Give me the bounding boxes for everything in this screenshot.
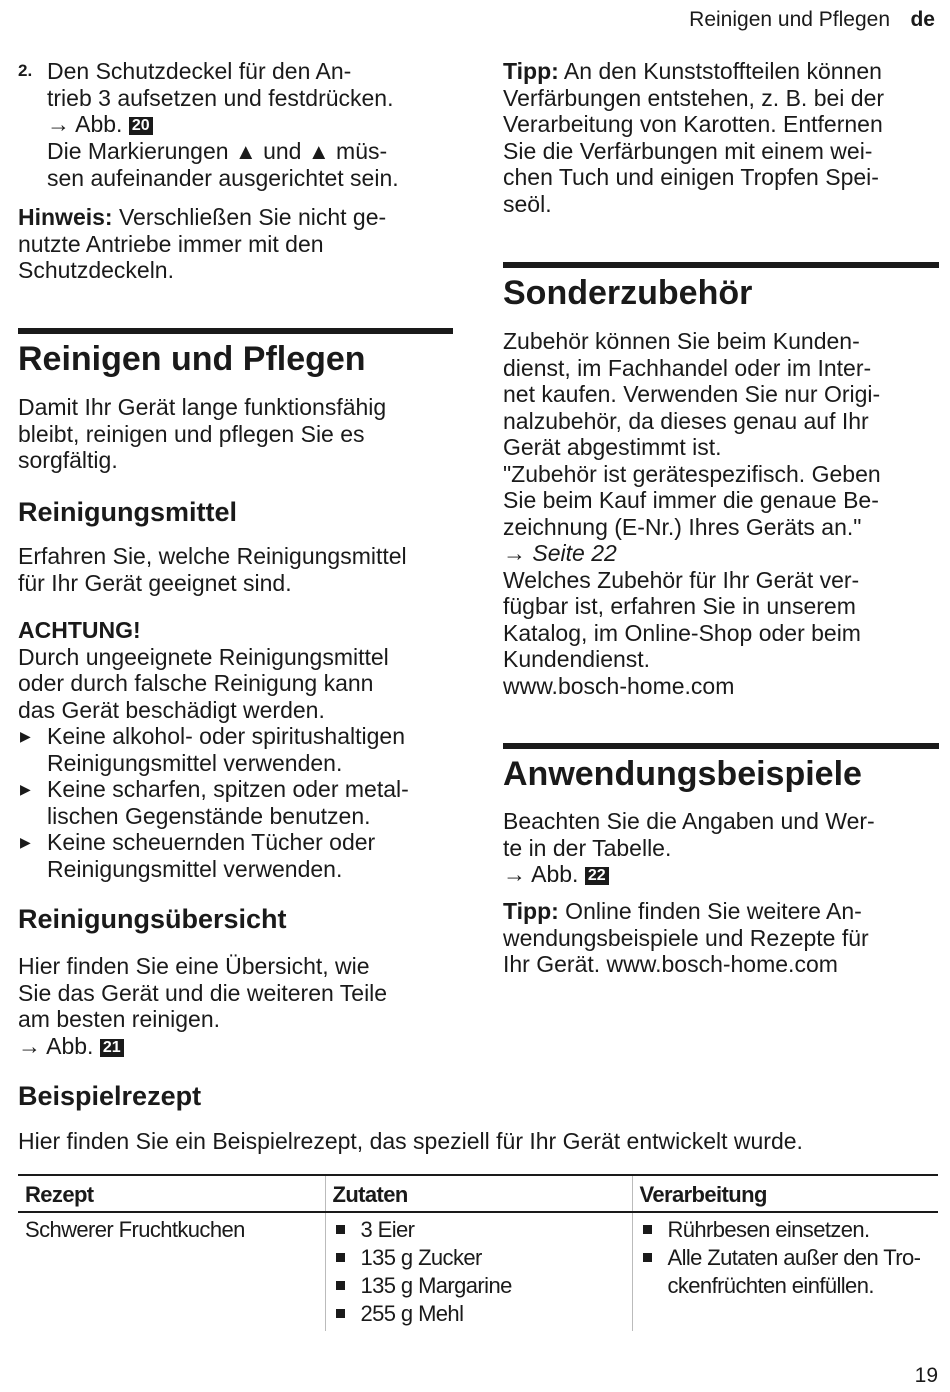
- recipe-name: Schwerer Fruchtkuchen: [25, 1217, 245, 1242]
- table-row: [18, 1212, 938, 1331]
- figure-reference: → Abb. 22: [503, 861, 943, 888]
- tipp-note: Tipp: An den Kunststoffteilen können Verfärbungen entstehen, z. B. bei der Verarbeitung von Karotten. Entfernen Sie die Verfärbungen mit einem wei- chen Tuch und einigen Tropfen Spei- seöl.: [503, 58, 885, 217]
- bullet-arrow-icon: ▶: [20, 781, 31, 797]
- section-rule: [503, 262, 939, 268]
- list-item: 3 Eier: [333, 1216, 625, 1244]
- step-line: Die Markierungen ▲ und ▲ müs-: [47, 137, 388, 164]
- mittel-paragraph: Erfahren Sie, welche Reinigungsmittel für Ihr Gerät geeignet sind.: [18, 543, 407, 596]
- figure-badge: 21: [100, 1039, 124, 1057]
- section-title-reinigen: Reinigen und Pflegen: [18, 340, 366, 378]
- running-header-title: Reinigen und Pflegen: [689, 8, 890, 31]
- figure-badge: 22: [585, 867, 609, 885]
- list-item: 255 g Mehl: [333, 1300, 625, 1328]
- figure-badge: 20: [129, 117, 153, 135]
- table-header-rezept: Rezept: [18, 1175, 325, 1212]
- triangle-marker-icon: ▲: [234, 138, 257, 164]
- table-header-verarbeitung: Verarbeitung: [632, 1175, 938, 1212]
- recipe-intro: Hier finden Sie ein Beispielrezept, das speziell für Ihr Gerät entwickelt wurde.: [18, 1128, 803, 1154]
- intro-paragraph: Damit Ihr Gerät lange funktionsfähig bleibt, reinigen und pflegen Sie es sorgfältig.: [18, 394, 387, 473]
- list-item: ▶ Keine scharfen, spitzen oder metal- lischen Gegenstände benutzen.: [20, 776, 409, 829]
- figure-reference: → Abb. 21: [18, 1033, 458, 1060]
- step-number: 2.: [18, 61, 33, 80]
- section-rule: [18, 328, 453, 334]
- page-link[interactable]: → Seite 22: [503, 540, 617, 566]
- hinweis-label: Hinweis:: [18, 204, 113, 230]
- tipp-label: Tipp:: [503, 898, 559, 924]
- page-number: 19: [914, 1364, 938, 1387]
- anwendung-paragraph: Beachten Sie die Angaben und Wer- te in der Tabelle. → Abb. 22: [503, 808, 943, 888]
- list-item: 135 g Margarine: [333, 1272, 625, 1300]
- achtung-label: ACHTUNG!: [18, 617, 141, 643]
- uebersicht-paragraph: Hier finden Sie eine Übersicht, wie Sie das Gerät und die weiteren Teile am besten reinigen. → Abb. 21: [18, 953, 458, 1059]
- list-item: 135 g Zucker: [333, 1244, 625, 1272]
- triangle-marker-icon: ▲: [307, 138, 330, 164]
- website-link[interactable]: www.bosch-home.com: [503, 672, 735, 699]
- step-line: trieb 3 aufsetzen und festdrücken.: [47, 84, 394, 111]
- section-title-sonderzubehoer: Sonderzubehör: [503, 274, 753, 312]
- table-header-zutaten: Zutaten: [325, 1175, 632, 1212]
- warning-list: [18, 723, 458, 882]
- list-item: ▶ Keine scheuernden Tücher oder Reinigungsmittel verwenden.: [20, 829, 376, 882]
- sonderzubehoer-paragraph: Zubehör können Sie beim Kunden- dienst, im Fachhandel oder im Inter- net kaufen. Verwenden Sie nur Origi- nalzubehör, da dieses genau auf Ihr Gerät abgestimmt ist. "Zubehör ist gerätespezifisch. Geben Sie beim Kauf immer die genaue Be- zeichnung (E-Nr.) Ihres Geräts an." → Seite 22 Welches Zubehör für Ihr Gerät ver- fügbar ist, erfahren Sie in unserem Katalog, im Online-Shop oder beim Kundendienst. www.bosch-home.com: [503, 328, 943, 699]
- figure-reference: → Abb. 20: [47, 111, 458, 138]
- achtung-warning: ACHTUNG! Durch ungeeignete Reinigungsmittel oder durch falsche Reinigung kann das Gerät beschädigt werden. ▶ Keine alkohol- oder spiritushaltigen Reinigungsmittel verwenden. ▶ Keine scharfen, spitzen oder metal- lischen Gegenstände benutzen. ▶ Keine scheuernden Tücher oder Reinigungsmittel verwenden.: [18, 617, 458, 882]
- section-title-anwendungsbeispiele: Anwendungsbeispiele: [503, 755, 862, 793]
- bullet-arrow-icon: ▶: [20, 728, 31, 744]
- ingredients-cell: [325, 1212, 632, 1331]
- step-line: sen aufeinander ausgerichtet sein.: [47, 165, 399, 191]
- tipp-label: Tipp:: [503, 58, 559, 84]
- subsection-title-uebersicht: Reinigungsübersicht: [18, 904, 287, 934]
- step-2: [18, 58, 458, 192]
- arrow-icon: →: [503, 540, 526, 566]
- recipe-table: [18, 1174, 938, 1331]
- bullet-arrow-icon: ▶: [20, 834, 31, 850]
- tipp-note: Tipp: Online finden Sie weitere An- wendungsbeispiele und Rezepte für Ihr Gerät. www.bosch-home.com: [503, 898, 869, 977]
- section-rule: [503, 743, 939, 749]
- language-tag: de: [910, 8, 935, 31]
- list-item: Rührbesen einsetzen.: [640, 1216, 932, 1244]
- steps-cell: [632, 1212, 938, 1331]
- subsection-title-mittel: Reinigungsmittel: [18, 497, 238, 527]
- list-item: ▶ Keine alkohol- oder spiritushaltigen Reinigungsmittel verwenden.: [20, 723, 405, 776]
- hinweis-note: Hinweis: Verschließen Sie nicht ge- nutzte Antriebe immer mit den Schutzdeckeln.: [18, 204, 387, 283]
- recipe-title: Beispielrezept: [18, 1081, 202, 1111]
- step-line: Den Schutzdeckel für den An-: [47, 58, 352, 84]
- list-item: Alle Zutaten außer den Tro- ckenfrüchten einfüllen.: [640, 1244, 932, 1300]
